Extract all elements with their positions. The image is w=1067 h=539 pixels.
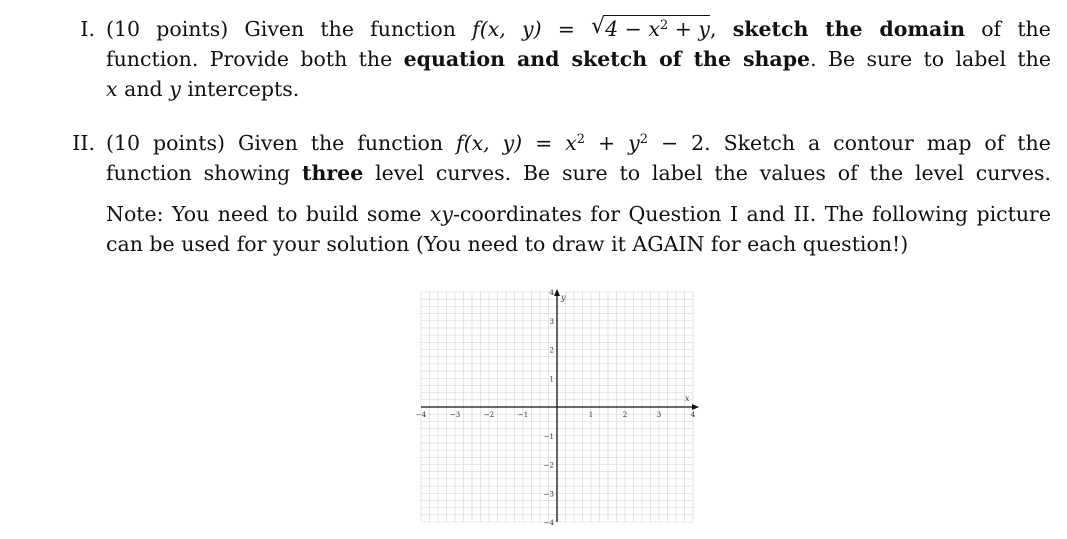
question-1-line-1: (10 points) Given the function f(x, y) = √ $4 - x^2 + y$, sketch the domain of the	[106, 14, 1051, 44]
question-1-line-3: x and y intercepts.	[106, 77, 300, 101]
y-axis-label: y	[561, 293, 566, 302]
x-tick-label: −1	[517, 411, 529, 419]
y-tick-label: −1	[543, 432, 554, 441]
question-2-points: (10 points)	[106, 131, 225, 155]
y-tick-label: −2	[543, 461, 554, 470]
x-tick-label: 2	[622, 411, 628, 419]
emphasis-three: three	[302, 161, 364, 185]
y-tick-label: −3	[543, 490, 554, 499]
question-1-line-2: function. Provide both the equation and sketch of the shape. Be sure to label the	[106, 47, 1051, 71]
question-1-points: (10 points)	[106, 17, 229, 41]
y-tick-label: 4	[549, 289, 554, 297]
sqrt-expression: √ $4 - x^2 + y$	[591, 14, 711, 41]
question-1-label: I.	[80, 17, 95, 41]
y-tick-label: 1	[549, 375, 554, 384]
x-tick-label: −2	[483, 411, 495, 419]
function-f: f(x, y)	[455, 131, 523, 155]
note-line-1: Note: You need to build some xy-coordinates for Question I and II. The following picture	[106, 202, 1051, 226]
y-tick-label: −4	[543, 519, 554, 527]
note-line-2: can be used for your solution (You need to draw it AGAIN for each question!)	[106, 232, 909, 256]
question-2-line-1: (10 points) Given the function f(x, $y) = x^2 + y^2 - 2$. Sketch a contour map of the	[106, 131, 1051, 155]
note-paragraph	[106, 199, 1051, 259]
x-axis-arrowhead	[692, 404, 699, 410]
question-2-label: II.	[72, 131, 95, 155]
emphasis-sketch-domain: sketch the domain	[732, 17, 966, 41]
x-tick-label: −4	[415, 411, 427, 419]
question-2-body	[106, 128, 1051, 188]
x-tick-label: 3	[656, 411, 662, 419]
coordinate-grid	[415, 288, 705, 528]
y-axis-arrowhead	[554, 289, 560, 296]
function-f: f(x, y)	[472, 17, 542, 41]
function-rhs: $x^2 + y^2 - 2$.	[565, 131, 711, 155]
question-1-body	[106, 14, 1051, 104]
x-tick-label: 4	[690, 411, 696, 419]
x-tick-label: −3	[449, 411, 461, 419]
x-axis-label: x	[685, 394, 690, 403]
x-tick-label: 1	[588, 411, 594, 419]
y-tick-label: 2	[549, 346, 554, 355]
emphasis-equation-sketch: equation and sketch of the shape	[403, 47, 811, 71]
y-tick-label: 3	[549, 317, 554, 326]
question-2-line-2: function showing three level curves. Be sure to label the values of the level curves.	[106, 161, 1051, 185]
